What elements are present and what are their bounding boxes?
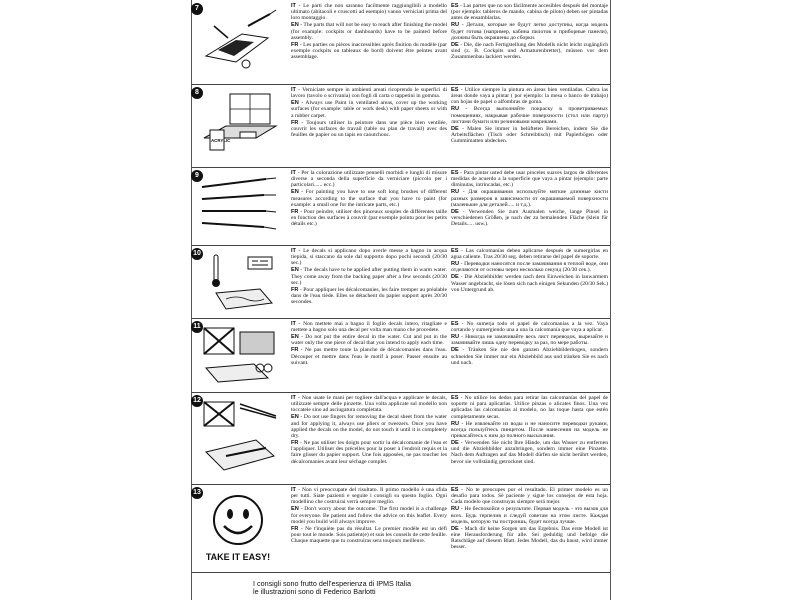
text-de: Verwenden Sie zum Ausmalen weiche, lange Pinsel in verschiedenen Größen, je nach der zu bemalenden Fläche (klein für Details..... usw.). [451,208,608,228]
text-es: No te preocupes por el resultado. El primer modelo es un desafío para todos. Sé paciente y sigue los consejos de esta hoja. Cada modelo que construyas siempre será mejor. [451,487,608,506]
text-it: Verniciate sempre in ambienti areati ricoprendo le superfici di lavoro (tavolo o scrivania) con fogli di carta o tappetini in gomma. [291,87,447,100]
text-en: The parts that will not be easy to reach after finishing the model (for example: cockpits or dashboards) have to be painted before assembly. [291,22,447,41]
text-es: Utilice siempre la pintura en áreas bien ventiladas. Cubra las áreas donde vaya a pintar ( por ejemplo: la mesa o banco de trabajo) con hojas de papel o alfombras de goma. [451,87,608,106]
step-10: 10 IT - Le decals si applicano dopo averle messe a bagno in acqua tiepida, si staccano da sole dal supporto dopo pochi secondi (20/30 sec.) EN - The decals have to be applied after putting them in warm water. They come away from the backing paper after a few seconds (20/30 sec.) FR - Pour appliquer les décalcomanies, les faire tremper au préalable dans de l'eau tiède. Elles se détachent du papier support après 20/30 secondes. ES - Las calcomanías deben aplicarse después de sumergirlas en agua caliente. Tras 20/30 seg. deben retirarse del papel de soporte. RU - Переводки наносятся после замачивания в теплой воде, они отделяются от основы через несколько секунд (20/30 сек.). DE - Die Abziehbilder werden nach dem Einweichen in lauwarmem Wasser angebracht, sie lösen sich nach einigen Sekunden (20/30 Sek.) von Untergrund ab. [192,245,610,319]
text-fr: Les parties ou pièces inaccessibles après finition du modèle (par exemple cockpits ou tableaux de bord) doivent être peintes avant assemblage. [291,41,447,61]
illustration-decal-water [196,249,280,315]
text-ru: Всегда выполняйте покраску в проветриваемых помещениях, накрывая рабочие поверхности (стол или парту) листами бумаги или резиновыми ковриками. [451,106,608,125]
text-it: Non vi preoccupate del risultato. Il primo modello è una sfida per tutti. Siate pazienti e seguite i consigli su questo foglio. Ogni modellino che costruirai verrà sempre meglio. [291,487,447,506]
text-de: Verwenden Sie nicht Ihre Hände, um das Wasser zu entfernen und die Abziehbilder anzubringen, sondern immer eine Pinzette. Nach dem Auftragen auf das Modell dürfen sie nicht berührt werden, bevor sie vollständig getrocknet sind. [451,440,608,465]
step-number: 8 [191,87,203,99]
text-de: Die, die nach Fertigstellung des Modells nicht leicht zugänglich sind (z. B. Cockpits und Armaturenbretter), müssen vor dem Zusammenbau lackiert werden. [451,41,608,61]
text-ru: Никогда не замачивайте весь лист переводок, вырезайте и замачивайте лишь одну переводку за раз, по мере работы. [451,334,608,347]
text-de: Malen Sie immer in belüfteten Bereichen, indem Sie die Arbeitsflächen (Tisch oder Schreibtisch) mit Papierbögen oder Gummimatten abdecken. [451,125,608,145]
footer-line-2: le illustrazioni sono di Federico Barlotti [253,587,376,597]
text-en: The decals have to be applied after putting them in warm water. They come away from the backing paper after a few seconds (20/30 sec.) [291,267,447,286]
text-de: Die Abziehbilder werden nach dem Einweichen in lauwarmem Wasser angebracht, sie lösen sich nach einigen Sekunden (20/30 Sek.) von Untergrund ab. [451,274,608,293]
text-en: Always use Paint in ventilated areas, cover up the working surfaces (for example: table or work desk) with paper sheets or with a rubber carpet. [291,100,447,119]
footer-line-1: I consigli sono frutto dell'esperienza di IPMS Italia [253,579,411,588]
text-en: Don't worry about the outcome. The first model is a challenge for everyone. Be patient and follow the advice on this leaflet. Every model you build will always improve. [291,506,447,525]
text-fr: Ne t'inquiète pas du résultat. Le premier modèle est un défi pour tout le monde. Sois patient(e) et suis les conseils de cette feuille. Chaque maquette que tu construiras sera toujours meilleure. [291,525,447,545]
text-fr: Pour appliquer les décalcomanies, les faire tremper au préalable dans de l'eau tiède. Elles se détachent du papier support après 20/30 secondes. [291,286,447,306]
step-number: 13 [191,487,203,499]
text-es: No utilice los dedos para retirar las calcomanías del papel de soporte ni para aplicarlas. Utilice pinzas o alicates finos. Una vez aplicadas las calcomanías al modelo, no las toque hasta que estén completamente secas. [451,395,608,420]
step-11: 11 IT - Non mettete mai a bagno il foglio decals intero, ritagliate e mettete a bagno solo una decal per volta man mano che procedete. EN - Do not put the entire decal in the water. Cut and put in the water only the one piece of decal that you intend to apply each time. FR - Ne pas mettre toute la planche de décalcomanies dans l'eau. Découper et mettre dans l'eau le motif à poser. Passer ensuite au suivant. ES - No sumerja todo el papel de calcomanías a la vez. Vaya cortando y sumergiendo una a una la calcomanía que vaya a aplicar. RU - Никогда не замачивайте весь лист переводок, вырезайте и замачивайте лишь одну переводку за раз, по мере работы. DE - Tränken Sie nie den ganzen Abziehbilderbogen, sondern schneiden Sie immer nur ein Abziehbild aus und tränken Sie es nach und nach. [192,318,610,393]
step-number: 10 [191,248,203,260]
step-9: 9 IT - Per la colorazione utilizzate pennelli morbidi e lunghi di misure diverse a seconda della superficie da verniciare (piccolo per i particolari...... ecc.) EN - For painting you have to use soft long brushes of different measures according to the surface that you have to paint (for example: a small one for the intricate parts, etc.) FR - Pour peindre, utiliser des pinceaux souples de différentes taille en fonction des surfaces à couvrir (par exemple pointu pour les petits détails etc.) ES - Para pintar usted debe usar pinceles suaves largos de diferentes medidas de acuerdo a la superficie que vaya a pintar (ejemplo: parte diminutas, intrincadas, etc.) RU - Для окрашивания используйте мягкие длинные кисти разных размеров в зависимости от окрашиваемой поверхности (маленькие для деталей..... и т.д.). DE - Verwenden Sie zum Ausmalen weiche, lange Pinsel in verschiedenen Größen, je nach der zu bemalenden Fläche (klein für Details..... usw.). [192,167,610,246]
illustration-brushes [196,171,280,241]
text-ru: Не извлекайте из воды и не наносите переводки руками, всегда пользуйтесь пинцетом. После нанесения на модель не прикасайтесь к ним до полного высыхания. [451,420,608,440]
text-en: For painting you have to use soft long brushes of different measures according to the surface that you have to paint (for example: a small one for the intricate parts, etc.) [291,189,447,208]
text-ru: Переводки наносятся после замачивания в теплой воде, они отделяются от основы через несколько секунд (20/30 сек.). [451,261,608,274]
text-es: No sumerja todo el papel de calcomanías a la vez. Vaya cortando y sumergiendo una a una la calcomanía que vaya a aplicar. [451,321,608,334]
step-7: 7 IT - Le parti che non saranno facilmente raggiungibili a modello ultimato (abitacoli e cruscotti ad esempio) vanno verniciati prima del loro montaggio. EN - The parts that will not be easy to reach after finishing the model (for example: cockpits or dashboards) have to be painted before assembly. FR - Les parties ou pièces inaccessibles après finition du modèle (par exemple cockpits ou tableaux de bord) doivent être peintes avant assemblage. ES - Las partes que no son fácilmente accesibles después del montaje (por ejemplo: tableros de mando, cabina de piloto) deben ser pintadas antes de ensamblarlas. RU - Детали, которые не будут легко доступны, когда модель будет готова (например, кабина пилотов и приборные панели), должны быть окрашены до сборки. DE - Die, die nach Fertigstellung des Modells nicht leicht zugänglich sind (z. B. Cockpits und Armaturenbretter), müssen vor dem Zusammenbau lackiert werden. [192,0,610,85]
step-number: 12 [191,395,203,407]
text-fr: Pour peindre, utiliser des pinceaux souples de différentes taille en fonction des surfaces à couvrir (par exemple pointu pour les petits détails etc.) [291,208,447,228]
footer-credits [253,580,411,596]
text-de: Tränken Sie nie den ganzen Abziehbilderbogen, sondern schneiden Sie immer nur ein Abziehbild aus und tränken Sie es nach und nach. [451,347,608,366]
text-es: Las partes que no son fácilmente accesibles después del montaje (por ejemplo: tableros de mando, cabina de piloto) deben ser pintadas antes de ensamblarlas. [451,3,608,22]
text-en: Do not put the entire decal in the water. Cut and put in the water only the one piece of decal that you intend to apply each time. [291,334,447,347]
jar-label: ACRYLIC [211,138,231,143]
smiley-caption: TAKE IT EASY! [205,552,271,562]
text-it: Per la colorazione utilizzate pennelli morbidi e lunghi di misure diverse a seconda della superficie da verniciare (piccolo per i particolari...... ecc.) [291,170,447,189]
text-it: Non mettete mai a bagno il foglio decals intero, ritagliate e mettete a bagno solo una decal per volta man mano che procedete. [291,321,447,334]
text-en: Do not use fingers for removing the decal sheet from the water and for applying it, always use pliers or tweezers. Once you have applied the decals on the model, do not touch it until it is completely dry. [291,414,447,440]
text-it: Le decals si applicano dopo averle messe a bagno in acqua tiepida, si staccano da sole dal supporto dopo pochi secondi (20/30 sec.) [291,248,447,267]
text-fr: Ne pas mettre toute la planche de décalcomanies dans l'eau. Découper et mettre dans l'eau le motif à poser. Passer ensuite au suivant. [291,347,447,366]
illustration-ventilated-room [196,88,280,162]
text-it: Non usate le mani per togliere dall'acqua e applicare le decals, utilizzate sempre delle pinzette. Una volta applicate sul modello non toccatele sino ad asciugatura completata. [291,395,447,414]
text-it: Le parti che non saranno facilmente raggiungibili a modello ultimato (abitacoli e cruscotti ad esempio) vanno verniciati prima del loro montaggio. [291,3,447,22]
step-number: 9 [191,170,203,182]
text-fr: Ne pas utiliser les doigts pour sortir la décalcomanie de l'eau et l'appliquer. Utiliser des précelles pour la poser à l'endroit requis et la faire glisser du papier support. Une fois apposées, ne pas toucher les décalcomanies avant leur séchage complet. [291,440,447,465]
text-es: Las calcomanías deben aplicarse después de sumergirlas en agua caliente. Tras 20/30 seg. deben retirarse del papel de soporte. [451,248,608,261]
text-ru: Для окрашивания используйте мягкие длинные кисти разных размеров в зависимости от окрашиваемой поверхности (маленькие для деталей..... и т.д.). [451,189,608,208]
text-fr: Toujours utiliser la peinture dans une pièce bien ventilée, couvrir les surfaces de travail (table ou plan de travail) avec des feuilles de papier ou un tapis en caoutchouc. [291,119,447,139]
step-13: 13 TAKE IT EASY! IT - Non vi preoccupate del risultato. Il primo modello è una sfida per tutti. Siate pazienti e seguite i consigli su questo foglio. Ogni modellino che costruirai verrà sempre meglio. EN - Don't worry about the outcome. The first model is a challenge for everyone. Be patient and follow the advice on this leaflet. Every model you build will always improve. FR - Ne t'inquiète pas du résultat. Le premier modèle est un défi pour tout le monde. Sois patient(e) et suis les conseils de cette feuille. Chaque maquette que tu construiras sera toujours meilleure. ES - No te preocupes por el resultado. El primer modelo es un desafío para todos. Sé paciente y sigue los consejos de esta hoja. Cada modelo que construyas siempre será mejor. RU - Не беспокойся о результате. Первая модель - это вызов для всех. Будь терпелив и следуй советам на этом листе. Каждая модель, которую ты построишь, будет всегда лучше. DE - Mach dir keine Sorgen um das Ergebnis. Das erste Modell ist eine Herausforderung für alle. Sei geduldig und befolge die Ratschläge auf diesem Blatt. Jedes Modell, das du baust, wird immer besser. [192,484,610,573]
text-de: Mach dir keine Sorgen um das Ergebnis. Das erste Modell ist eine Herausforderung für alle. Sei geduldig und befolge die Ratschläge auf diesem Blatt. Jedes Modell, das du baust, wird immer besser. [451,525,608,551]
illustration-paint-cockpit [196,4,280,78]
text-ru: Не беспокойся о результате. Первая модель - это вызов для всех. Будь терпелив и следуй советам на этом листе. Каждая модель, которую ты построишь, будет всегда лучше. [451,506,608,525]
illustration-cut-decal [196,322,280,388]
step-8: 8 ACRYLIC IT - Verniciate sempre in ambienti areati ricoprendo le superfici di lavoro (tavolo o scrivania) con fogli di carta o tappetini in gomma. EN - Always use Paint in ventilated areas, cover up the working surfaces (for example: table or work desk) with paper sheets or with a rubber carpet. FR - Toujours utiliser la peinture dans une pièce bien ventilée, couvrir les surfaces de travail (table ou plan de travail) avec des feuilles de papier ou un tapis en caoutchouc. ES - Utilice siempre la pintura en áreas bien ventiladas. Cubra las áreas donde vaya a pintar ( por ejemplo: la mesa o banco de trabajo) con hojas de papel o alfombras de goma. RU - Всегда выполняйте покраску в проветриваемых помещениях, накрывая рабочие поверхности (стол или парту) листами бумаги или резиновыми ковриками. DE - Malen Sie immer in belüfteten Bereichen, indem Sie die Arbeitsflächen (Tisch oder Schreibtisch) mit Papierbögen oder Gummimatten abdecken. [192,84,610,168]
right-border [610,0,611,600]
step-number: 7 [191,3,203,15]
step-number: 11 [191,321,203,333]
illustration-tweezers [196,396,280,480]
text-es: Para pintar usted debe usar pinceles suaves largos de diferentes medidas de acuerdo a la superficie que vaya a pintar (ejemplo: parte diminutas, intrincadas, etc.) [451,170,608,189]
text-ru: Детали, которые не будут легко доступны, когда модель будет готова (например, кабина пилотов и приборные панели), должны быть окрашены до сборки. [451,22,608,41]
step-12: 12 IT - Non usate le mani per togliere dall'acqua e applicare le decals, utilizzate sempre delle pinzette. Una volta applicate sul modello non toccatele sino ad asciugatura completata. EN - Do not use fingers for removing the decal sheet from the water and for applying it, always use pliers or tweezers. Once you have applied the decals on the model, do not touch it until it is completely dry. FR - Ne pas utiliser les doigts pour sortir la décalcomanie de l'eau et l'appliquer. Utiliser des précelles pour la poser à l'endroit requis et la faire glisser du papier support. Une fois apposées, ne pas toucher les décalcomanies avant leur séchage complet. ES - No utilice los dedos para retirar las calcomanías del papel de soporte ni para aplicarlas. Utilice pinzas o alicates finos. Una vez aplicadas las calcomanías al modelo, no las toque hasta que estén completamente secas. RU - Не извлекайте из воды и не наносите переводки руками, всегда пользуйтесь пинцетом. После нанесения на модель не прикасайтесь к ним до полного высыхания. DE - Verwenden Sie nicht Ihre Hände, um das Wasser zu entfernen und die Abziehbilder anzubringen, sondern immer eine Pinzette. Nach dem Auftragen auf das Modell dürfen sie nicht berührt werden, bevor sie vollständig getrocknet sind. [192,392,610,485]
illustration-smiley [196,488,280,568]
